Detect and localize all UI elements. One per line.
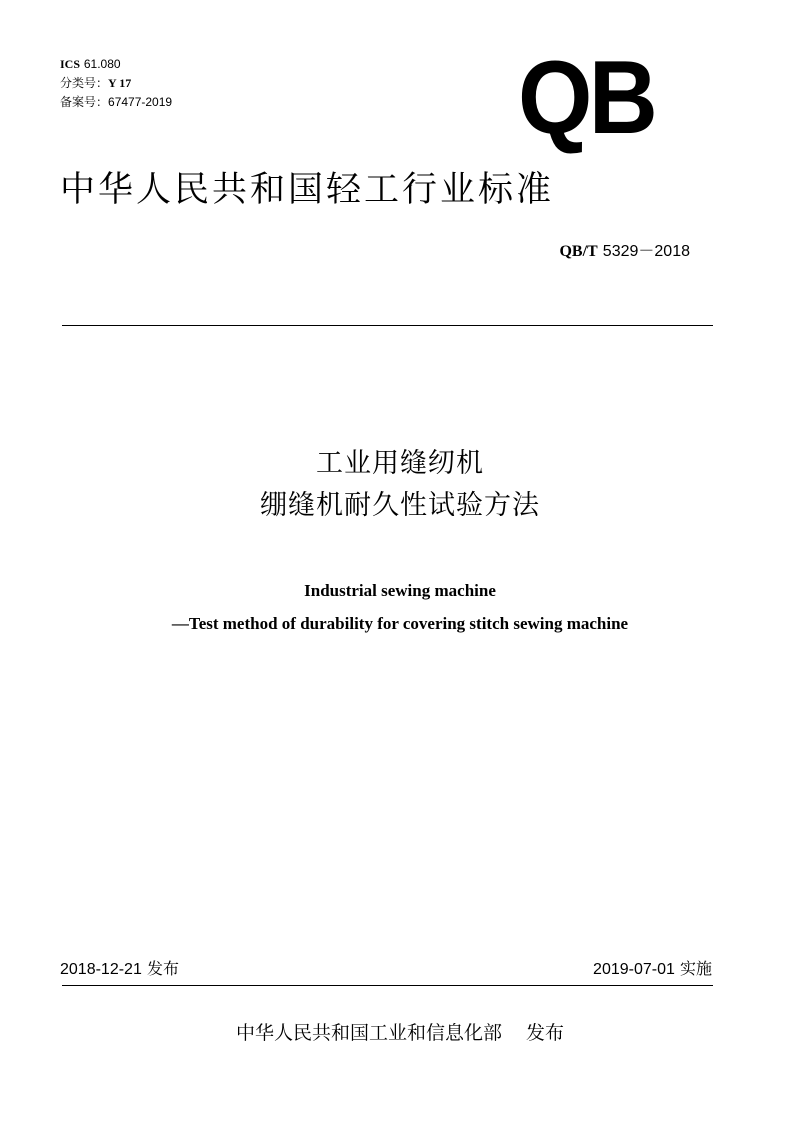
- record-value: 67477-2019: [108, 95, 173, 109]
- standard-number-value: 5329－2018: [602, 243, 690, 260]
- record-line: [60, 94, 172, 110]
- header-divider: [62, 325, 713, 326]
- title-en-line1: Industrial sewing machine: [304, 581, 496, 600]
- classification-label: 分类号：: [60, 76, 109, 90]
- ics-line: [60, 56, 121, 72]
- ics-value: 61.080: [83, 57, 121, 71]
- implement-date-value: 2019-07-01: [593, 961, 675, 978]
- qb-logo: QB: [518, 40, 655, 156]
- publish-date-label: 发布: [146, 959, 179, 978]
- standard-number-prefix: QB/T: [559, 243, 598, 260]
- implement-date: [593, 958, 712, 981]
- issuer-name: 中华人民共和国工业和信息化部: [235, 1022, 502, 1044]
- title-cn-line1: 工业用缝纫机: [316, 448, 484, 479]
- classification-value: Y 17: [108, 76, 132, 90]
- publish-date-value: 2018-12-21: [60, 961, 142, 978]
- title-en-line2: —Test method of durability for covering stitch sewing machine: [171, 614, 629, 633]
- publish-date: [60, 958, 179, 981]
- ics-label: ICS: [60, 57, 81, 71]
- implement-date-label: 实施: [679, 959, 712, 978]
- standard-number: [559, 240, 690, 263]
- classification-line: [60, 75, 131, 91]
- standard-category-title: 中华人民共和国轻工行业标准: [60, 170, 555, 210]
- issuer: [0, 1020, 800, 1046]
- issuer-action: 发布: [526, 1022, 565, 1044]
- record-label: 备案号：: [60, 95, 109, 109]
- footer-divider: [62, 985, 713, 986]
- title-cn-line2: 绷缝机耐久性试验方法: [260, 490, 540, 521]
